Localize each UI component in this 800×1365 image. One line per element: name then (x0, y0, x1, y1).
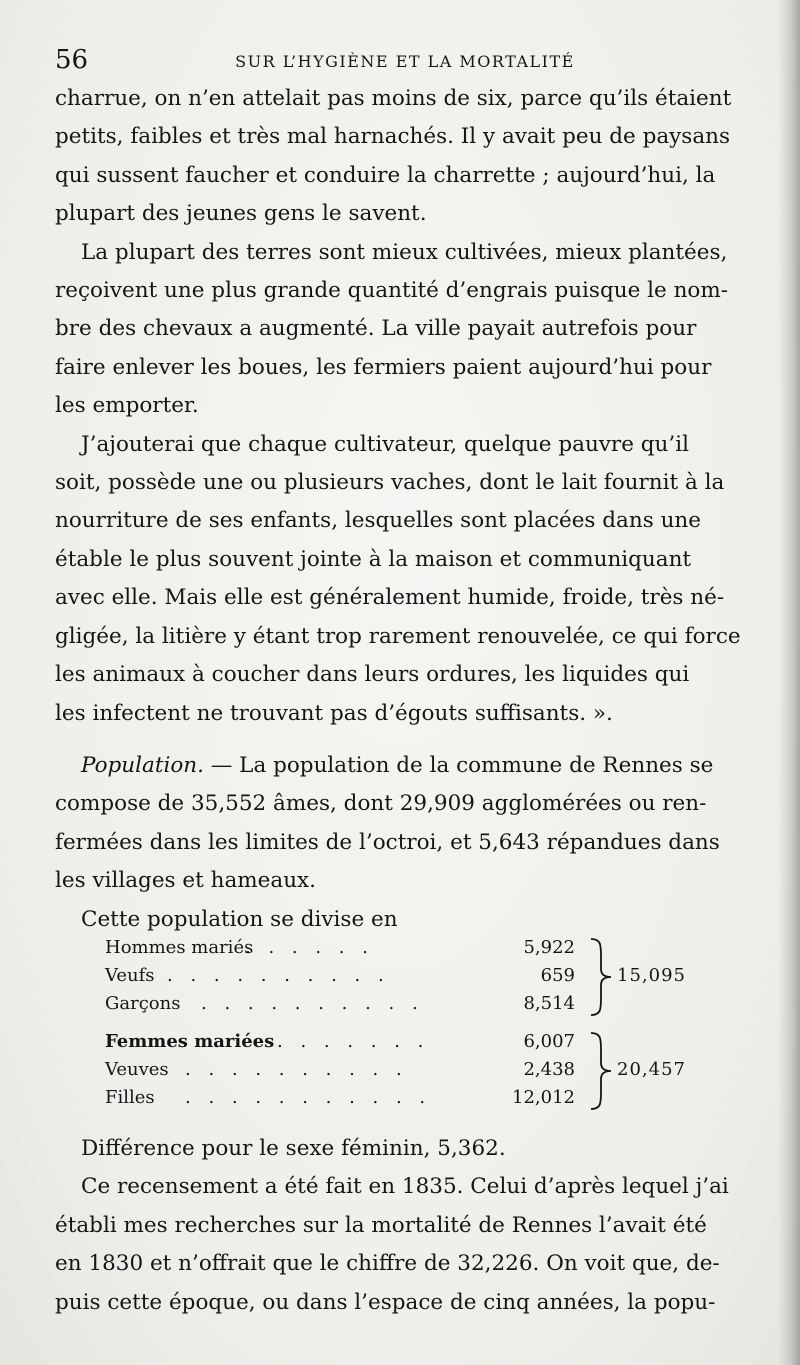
row-label: Veufs (105, 965, 155, 986)
heading-dash: — (204, 752, 240, 778)
paragraph-terres (55, 234, 755, 426)
text-line: La population de la commune de Rennes se (239, 752, 714, 778)
row-label: Hommes mariés (105, 937, 254, 958)
leader-dots: . . . . . . . (277, 1031, 430, 1052)
section-heading-population: Population. (81, 752, 204, 778)
paragraph-population (55, 747, 755, 901)
paragraph-recensement (55, 1168, 755, 1322)
leader-dots: . . . . . . . . . . (201, 993, 424, 1014)
text-line: petits, faibles et très mal harnachés. Il y avait peu de paysans (55, 124, 731, 150)
text-line: qui sussent faucher et conduire la charrette ; aujourd’hui, la (55, 162, 716, 188)
text-line: en 1830 et n’offrait que le chiffre de 32,226. On voit que, de- (55, 1251, 720, 1277)
row-value: 2,438 (523, 1059, 575, 1080)
row-value: 6,007 (523, 1031, 575, 1052)
paragraph-continuation (55, 80, 755, 234)
row-label: Filles (105, 1087, 155, 1108)
text-line: étable le plus souvent jointe à la maison et communiquant (55, 546, 692, 572)
row-value: 659 (540, 965, 575, 986)
table-row (105, 991, 745, 1019)
leader-dots: . . . . . . . . . . . (185, 1087, 432, 1108)
census-group-women (105, 1029, 745, 1113)
page-spine-shadow (778, 0, 800, 1365)
text-line: charrue, on n’en attelait pas moins de six, parce qu’ils étaient (55, 86, 732, 111)
text-line: les villages et hameaux. (55, 868, 317, 894)
running-head: SUR L’HYGIÈNE ET LA MORTALITÉ (235, 52, 575, 71)
row-value: 12,012 (512, 1087, 575, 1108)
text-line: plupart des jeunes gens le savent. (55, 201, 427, 227)
row-label: Femmes mariées (105, 1031, 275, 1052)
row-label: Garçons (105, 993, 181, 1014)
census-group-men (105, 935, 745, 1019)
text-line: reçoivent une plus grande quantité d’engrais puisque le nom- (55, 278, 729, 304)
text-line: Cette population se divise en (81, 906, 398, 932)
leader-dots: . . . . . . . . . . (185, 1059, 408, 1080)
row-value: 5,922 (523, 937, 575, 958)
right-brace-icon (587, 935, 617, 1019)
leader-dots: . . . . . . (245, 937, 374, 958)
text-line: établi mes recherches sur la mortalité de Rennes l’avait été (55, 1212, 707, 1238)
text-line: puis cette époque, ou dans l’espace de cinq années, la popu- (55, 1289, 716, 1315)
group-total: 20,457 (617, 1059, 686, 1080)
paragraph-cultivateur (55, 426, 755, 733)
paragraph-spacer (55, 733, 755, 747)
text-line: La plupart des terres sont mieux cultivées, mieux plantées, (81, 239, 728, 265)
paragraph-division-intro (55, 901, 755, 939)
table-row (105, 1085, 745, 1113)
text-line: gligée, la litière y étant trop rarement renouvelée, ce qui force (55, 623, 741, 649)
right-brace-icon (587, 1029, 617, 1113)
census-table (105, 935, 745, 1113)
table-row (105, 935, 745, 963)
text-line: avec elle. Mais elle est généralement humide, froide, très né- (55, 585, 725, 611)
leader-dots: . . . . . . . . . . (167, 965, 390, 986)
text-line: les animaux à coucher dans leurs ordures, les liquides qui (55, 662, 690, 688)
text-line: les infectent ne trouvant pas d’égouts suffisants. ». (55, 700, 613, 726)
text-line: Ce recensement a été fait en 1835. Celui d’après lequel j’ai (81, 1174, 729, 1200)
text-line: fermées dans les limites de l’octroi, et 5,643 répandues dans (55, 829, 720, 855)
text-line: les emporter. (55, 393, 199, 419)
page-number: 56 (55, 45, 89, 75)
page-header (55, 44, 755, 80)
text-line: Différence pour le sexe féminin, 5,362. (81, 1136, 506, 1161)
text-line: nourriture de ses enfants, lesquelles sont placées dans une (55, 508, 702, 534)
text-line: compose de 35,552 âmes, dont 29,909 agglomérées ou ren- (55, 791, 707, 817)
closing-text (55, 1130, 755, 1322)
group-spacer (105, 1019, 745, 1029)
text-line: soit, possède une ou plusieurs vaches, dont le lait fournit à la (55, 470, 725, 496)
row-value: 8,514 (523, 993, 575, 1014)
body-text (55, 80, 755, 939)
table-row (105, 1029, 745, 1057)
text-line: faire enlever les boues, les fermiers paient aujourd’hui pour (55, 354, 712, 380)
row-label: Veuves (105, 1059, 169, 1080)
group-total: 15,095 (617, 965, 686, 986)
text-line: J’ajouterai que chaque cultivateur, quelque pauvre qu’il (81, 431, 689, 457)
paragraph-difference (55, 1130, 755, 1168)
text-line: bre des chevaux a augmenté. La ville payait autrefois pour (55, 316, 697, 342)
